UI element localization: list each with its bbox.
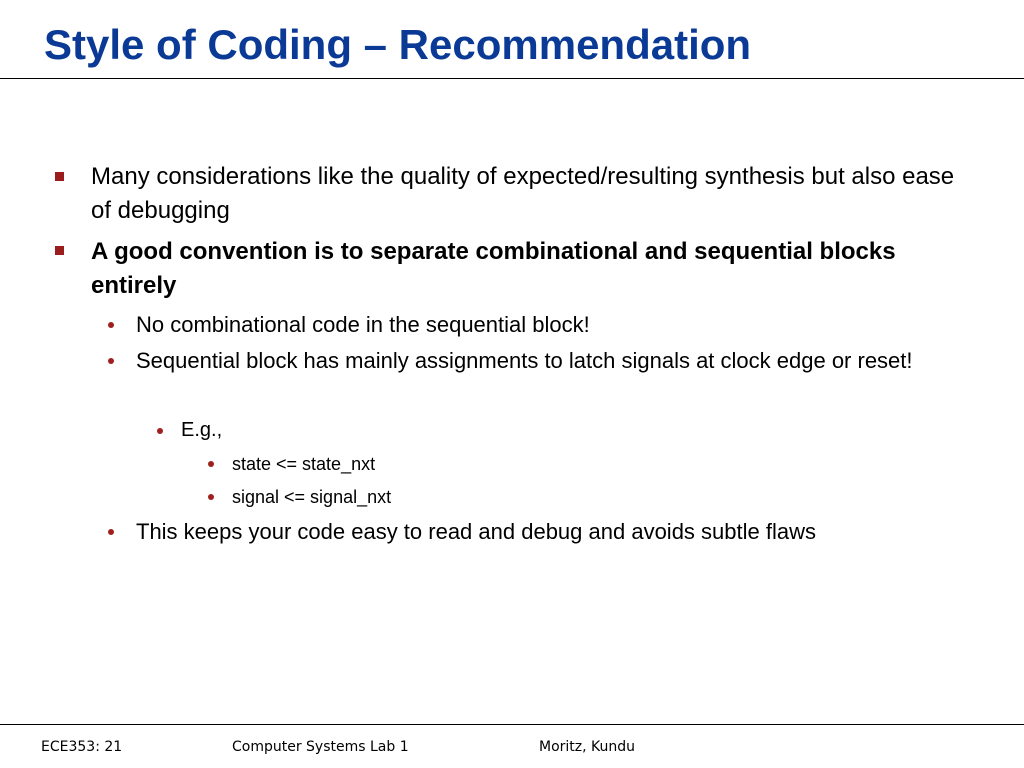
- dot-bullet-icon: [208, 494, 214, 500]
- bullet-level4-state: state <= state_nxt: [232, 454, 376, 474]
- slide-title: Style of Coding – Recommendation: [44, 21, 752, 68]
- footer-divider: [0, 724, 1024, 725]
- bullet-level1-considerations: Many considerations like the quality of expected/resulting synthesis but also ease of debugging: [91, 163, 955, 224]
- footer-lab: Computer Systems Lab 1: [232, 739, 409, 755]
- bullet-level2-keeps-code-easy: This keeps your code easy to read and debug and avoids subtle flaws: [136, 519, 816, 544]
- bullet-level3-eg: E.g.,: [181, 419, 223, 441]
- square-bullet-icon: [55, 172, 64, 181]
- dot-bullet-icon: [157, 428, 163, 434]
- bullet-level1-convention: A good convention is to separate combinational and sequential blocks entirely: [91, 238, 896, 299]
- dot-bullet-icon: [208, 461, 214, 467]
- dot-bullet-icon: [108, 358, 114, 364]
- footer-authors: Moritz, Kundu: [539, 739, 636, 755]
- square-bullet-icon: [55, 246, 64, 255]
- title-divider: [0, 78, 1024, 79]
- dot-bullet-icon: [108, 529, 114, 535]
- footer-course: ECE353: 21: [41, 739, 123, 755]
- bullet-level4-signal: signal <= signal_nxt: [232, 487, 392, 507]
- bullet-level2-no-combinational: No combinational code in the sequential block!: [136, 312, 590, 337]
- dot-bullet-icon: [108, 322, 114, 328]
- bullet-level2-sequential-block: Sequential block has mainly assignments to latch signals at clock edge or reset!: [136, 348, 913, 373]
